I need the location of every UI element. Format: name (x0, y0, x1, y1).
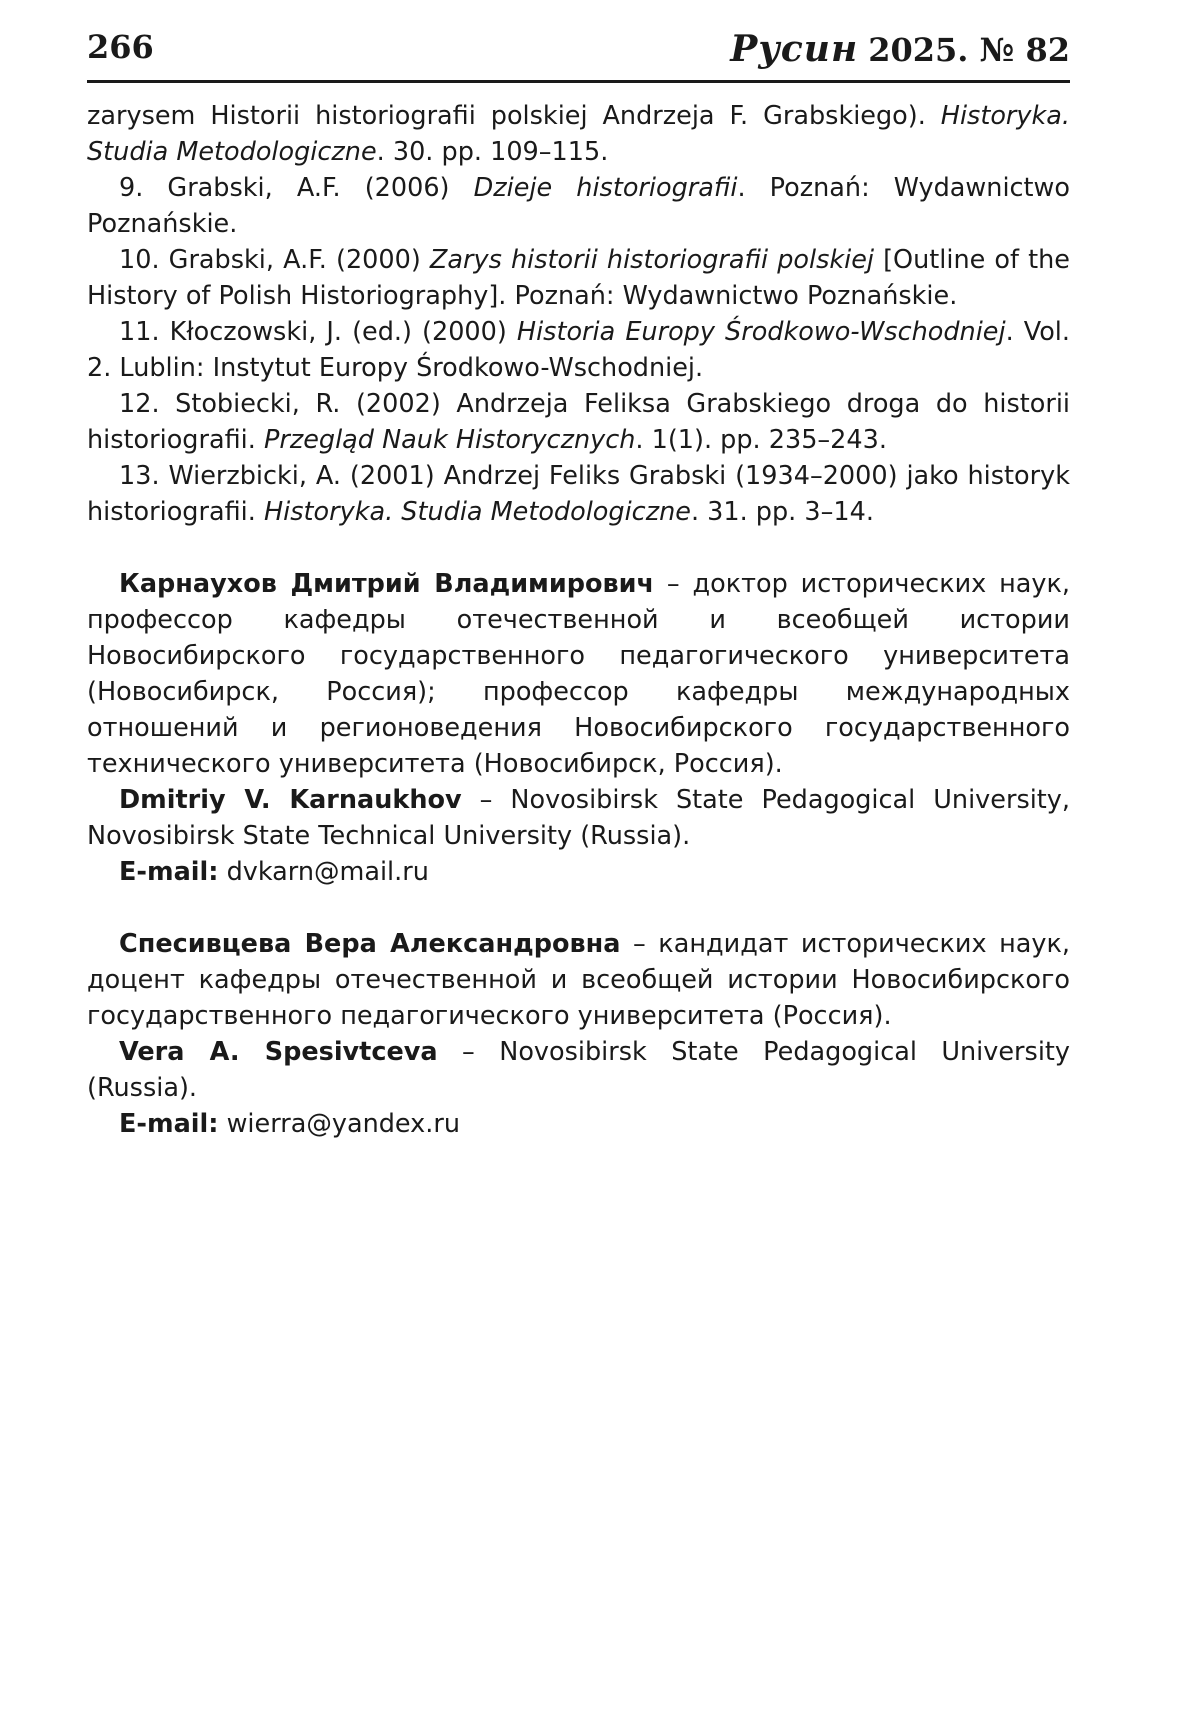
spacer (87, 890, 1070, 926)
page-number: 266 (87, 28, 154, 66)
email-address[interactable]: dvkarn@mail.ru (218, 857, 429, 887)
reference-item: 10. Grabski, A.F. (2000) Zarys historii historiografii polskiej [Outline of the History of Polish Historiography]. Poznań: Wydawnictwo Poznańskie. (87, 245, 1070, 311)
reference-title: Historia Europy Środkowo-Wschodniej (516, 317, 1006, 347)
author-bio-en: Vera A. Spesivtceva – Novosibirsk State Pedagogical University (Russia). (87, 1037, 1070, 1103)
reference-item: 11. Kłoczowski, J. (ed.) (2000) Historia Europy Środkowo-Wschodniej. Vol. 2. Lublin: Instytut Europy Środkowo-Wschodniej. (87, 317, 1070, 383)
author-email (87, 854, 1070, 890)
reference-title: Historyka. Studia Metodologiczne (263, 497, 691, 527)
reference-title: Dzieje historiografii (473, 173, 738, 203)
spacer (87, 530, 1070, 566)
page-content (87, 98, 1070, 1142)
reference-item: 9. Grabski, A.F. (2006) Dzieje historiografii. Poznań: Wydawnictwo Poznańskie. (87, 173, 1071, 239)
author-email (87, 1106, 1070, 1142)
page-header (87, 28, 1070, 83)
author-name-ru: Спесивцева Вера Александровна (119, 929, 621, 959)
reference-item: 12. Stobiecki, R. (2002) Andrzeja Feliksa Grabskiego droga do historii historiografii. Przegląd Nauk Historycznych. 1(1). pp. 235–243. (87, 389, 1070, 455)
journal-title (730, 28, 1070, 70)
reference-title: Zarys historii historiografii polskiej (429, 245, 874, 275)
email-label: E-mail: (119, 1109, 219, 1139)
email-label: E-mail: (119, 857, 219, 887)
author-name-en: Vera A. Spesivtceva (119, 1037, 438, 1067)
reference-item: zarysem Historii historiografii polskiej Andrzeja F. Grabskiego). Historyka. Studia Metodologiczne. 30. pp. 109–115. (87, 101, 1070, 167)
author-bio-en: Dmitriy V. Karnaukhov – Novosibirsk State Pedagogical University, Novosibirsk State Technical University (Russia). (87, 785, 1071, 851)
author-bio-ru: Спесивцева Вера Александровна – кандидат исторических наук, доцент кафедры отечественной и всеобщей истории Новосибирского государственного педагогического университета (Россия). (87, 929, 1070, 1031)
reference-title: Przegląd Nauk Historycznych (263, 425, 636, 455)
reference-title: Historyka. Studia Metodologiczne (87, 101, 1070, 167)
reference-item: 13. Wierzbicki, A. (2001) Andrzej Feliks Grabski (1934–2000) jako historyk historiografii. Historyka. Studia Metodologiczne. 31. pp. 3–14. (87, 461, 1070, 527)
author-name-en: Dmitriy V. Karnaukhov (119, 785, 462, 815)
journal-issue: 2025. № 82 (868, 31, 1070, 69)
email-address[interactable]: wierra@yandex.ru (218, 1109, 460, 1139)
author-name-ru: Карнаухов Дмитрий Владимирович (119, 569, 655, 599)
author-bio-ru: Карнаухов Дмитрий Владимирович – доктор исторических наук, профессор кафедры отечественной и всеобщей истории Новосибирского государственного педагогического университета (Новосибирск, Россия); профессор кафедры международных отношений и регионоведения Новосибирского государственного технического университета (Новосибирск, Россия). (87, 569, 1071, 779)
journal-name: Русин (730, 28, 859, 70)
